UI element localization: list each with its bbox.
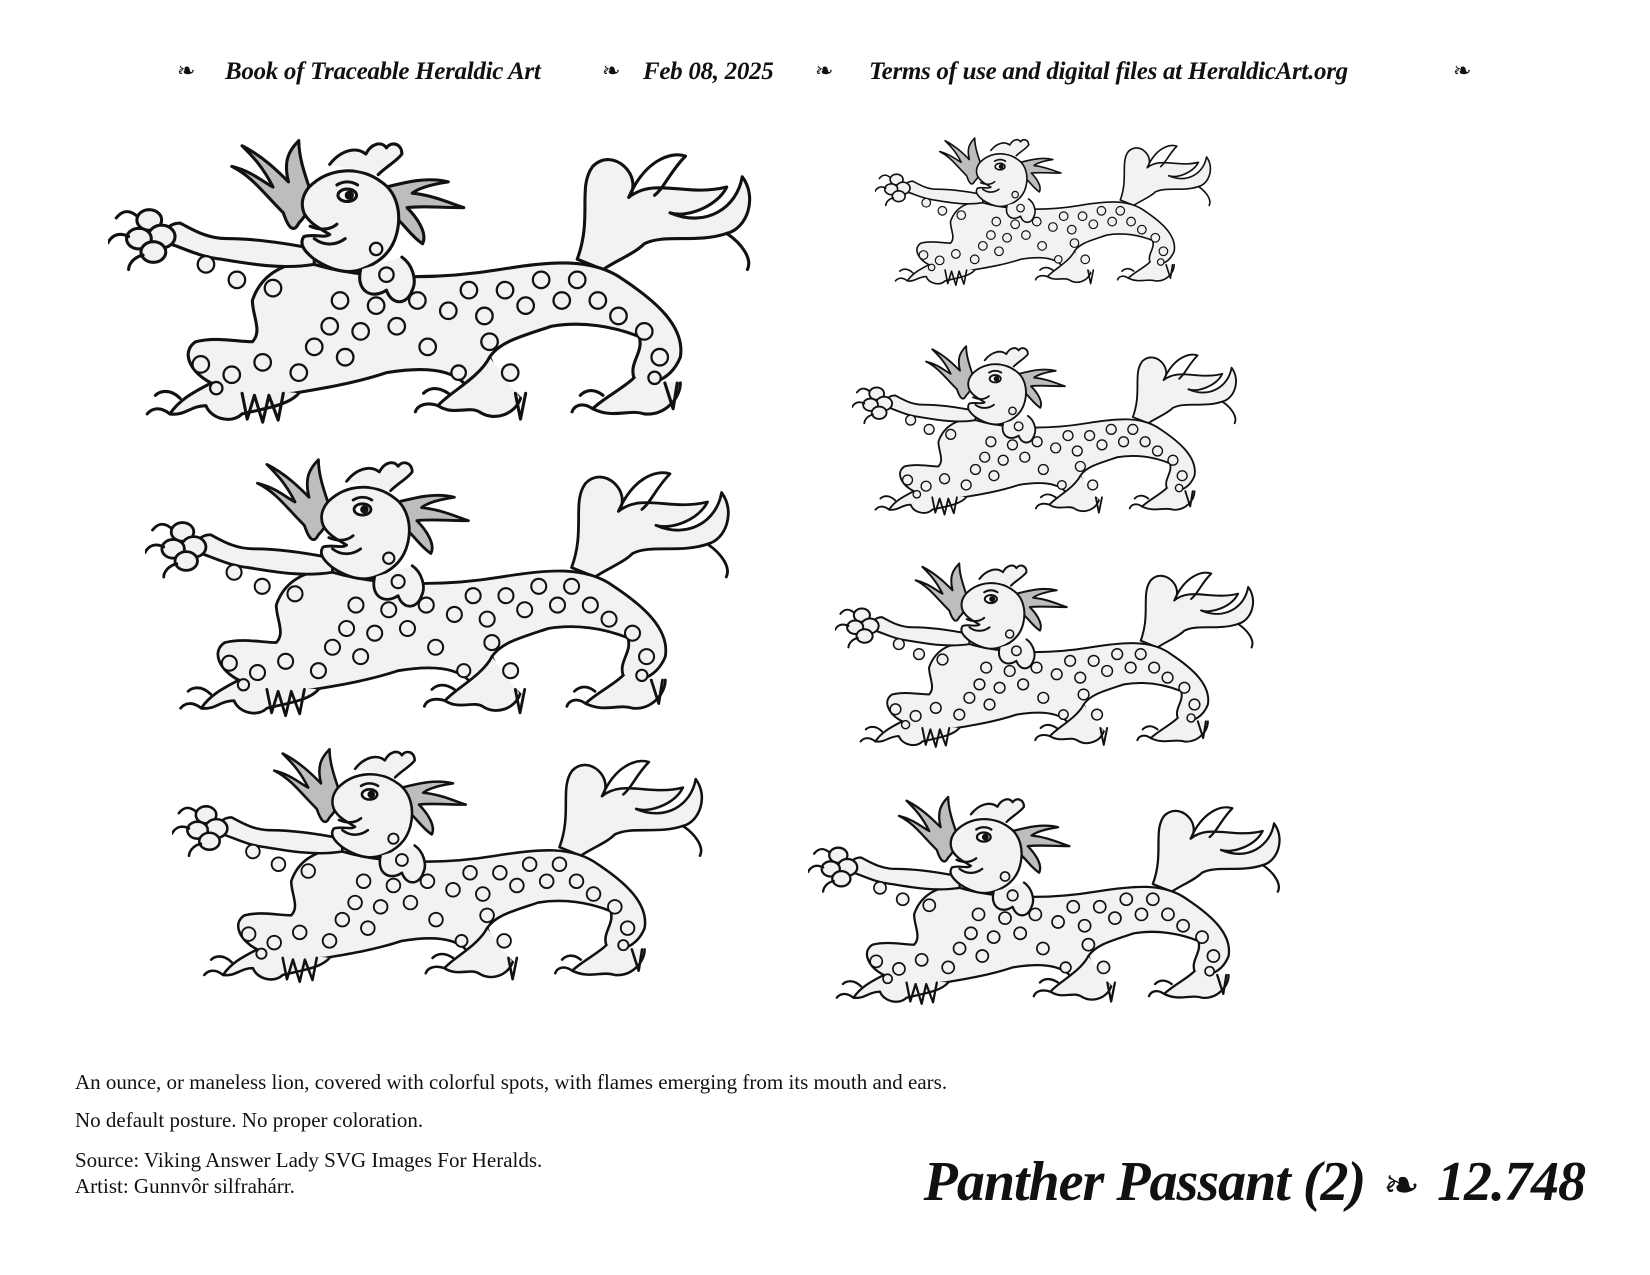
header-date: Feb 08, 2025 [643, 58, 774, 85]
posture-note: No default posture. No proper coloration. [75, 1108, 424, 1132]
fleuron-ornament: ❧ [815, 58, 834, 83]
plate-number: 12.748 [1437, 1151, 1585, 1213]
fleuron-ornament: ❧ [1383, 1161, 1419, 1210]
description-line: An ounce, or maneless lion, covered with colorful spots, with flames emerging from its mouth and ears. [75, 1070, 948, 1094]
panther-large-2 [145, 455, 745, 727]
plate-name: Panther Passant (2) [923, 1151, 1366, 1213]
panther-large-1 [108, 135, 768, 435]
page-header [0, 58, 1650, 94]
panther-small-1 [875, 135, 1220, 292]
terms-link[interactable]: Terms of use and digital files at HeraldicArt.org [869, 58, 1348, 85]
panther-large-3 [172, 745, 717, 992]
panther-small-2 [852, 343, 1247, 522]
source-credit: Source: Viking Answer Lady SVG Images For Heralds. [75, 1148, 543, 1172]
fleuron-ornament: ❧ [177, 58, 196, 83]
fleuron-ornament: ❧ [602, 58, 621, 83]
fleuron-ornament: ❧ [1453, 58, 1472, 83]
book-title: Book of Traceable Heraldic Art [225, 58, 541, 85]
panther-small-4 [808, 793, 1293, 1013]
plate-title [924, 1150, 1585, 1214]
panther-small-3 [835, 560, 1265, 755]
artist-credit: Artist: Gunnvôr silfrahárr. [75, 1174, 295, 1198]
